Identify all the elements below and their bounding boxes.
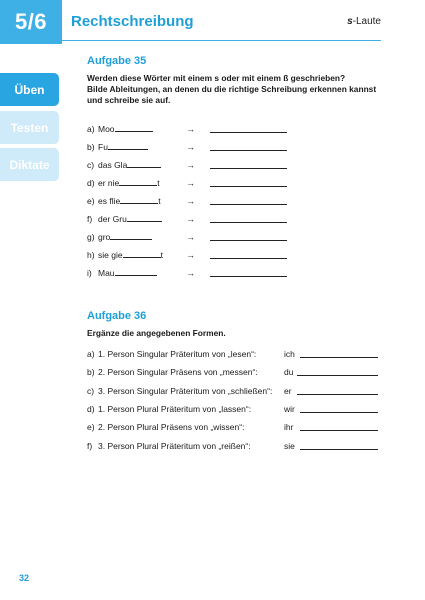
answer-line[interactable] <box>210 222 287 223</box>
task-35-instruction <box>87 73 377 106</box>
pronoun-label: ihr <box>284 422 294 432</box>
topic-label <box>347 16 381 27</box>
arrow-icon: → <box>186 214 195 224</box>
task-36-item <box>87 403 251 415</box>
task-36-instruction: Ergänze die angegebenen Formen. <box>87 328 226 338</box>
answer-line[interactable] <box>297 394 378 395</box>
fill-blank[interactable] <box>119 177 160 188</box>
item-letter: e) <box>87 422 95 432</box>
chapter-title: Rechtschreibung <box>71 13 194 30</box>
grade-badge: 5/6 <box>0 0 62 44</box>
form-prompt: 2. Person Singular Präsens von „messen“: <box>98 367 258 377</box>
fill-blank[interactable] <box>127 213 162 222</box>
arrow-icon: → <box>186 250 195 260</box>
item-letter: b) <box>87 367 95 377</box>
task-36-item <box>87 421 244 433</box>
item-letter: g) <box>87 232 95 242</box>
form-prompt: 2. Person Plural Präsens von „wissen“: <box>98 422 245 432</box>
item-letter: a) <box>87 349 95 359</box>
instruction-line-2: Bilde Ableitungen, an denen du die richtige Schreibung erkennen kannst <box>87 84 377 94</box>
pronoun-label: du <box>284 367 294 377</box>
pronoun-label: sie <box>284 441 295 451</box>
answer-line[interactable] <box>297 375 378 376</box>
topic-rest: -Laute <box>352 16 381 27</box>
task-36-item <box>87 348 256 360</box>
task-35-item <box>87 195 161 207</box>
word-ending: t <box>157 178 160 188</box>
instruction-line-3: und schreibe sie auf. <box>87 95 171 105</box>
fill-blank[interactable] <box>123 249 161 258</box>
word-stem: Mau <box>98 268 115 278</box>
word-stem: Moo <box>98 124 115 134</box>
arrow-icon: → <box>186 178 195 188</box>
answer-line[interactable] <box>210 276 287 277</box>
arrow-icon: → <box>186 160 195 170</box>
topic-prefix: s <box>347 16 353 27</box>
arrow-icon: → <box>186 142 195 152</box>
task-35-item <box>87 213 162 225</box>
fill-blank[interactable] <box>115 267 157 276</box>
word-stem: das Gla <box>98 160 128 170</box>
form-prompt: 3. Person Plural Präteritum von „reißen“: <box>98 441 251 451</box>
word-stem: Fu <box>98 142 108 152</box>
arrow-icon: → <box>186 232 195 242</box>
fill-blank[interactable] <box>120 195 161 206</box>
word-stem: sie gie <box>98 250 123 260</box>
answer-line[interactable] <box>210 150 287 151</box>
word-stem: er nie <box>98 178 120 188</box>
task-35-title: Aufgabe 35 <box>87 55 147 67</box>
tab-ueben[interactable]: Üben <box>0 73 59 106</box>
task-36-item <box>87 440 251 452</box>
word-stem: gro <box>98 232 111 242</box>
word-stem: der Gru <box>98 214 127 224</box>
item-letter: h) <box>87 250 95 260</box>
word-stem: es flie <box>98 196 121 206</box>
pronoun-label: er <box>284 386 292 396</box>
fill-blank[interactable] <box>108 141 148 150</box>
task-35-item <box>87 267 157 279</box>
word-ending: t <box>160 250 163 260</box>
answer-line[interactable] <box>210 168 287 169</box>
item-letter: i) <box>87 268 92 278</box>
page-number: 32 <box>19 573 30 583</box>
item-letter: f) <box>87 214 93 224</box>
header-divider <box>62 40 381 41</box>
item-letter: b) <box>87 142 95 152</box>
instruction-line-1: Werden diese Wörter mit einem s oder mit einem ß geschrieben? <box>87 73 346 83</box>
fill-blank[interactable] <box>127 159 161 168</box>
tab-testen[interactable]: Testen <box>0 111 59 144</box>
answer-line[interactable] <box>210 240 287 241</box>
answer-line[interactable] <box>210 204 287 205</box>
arrow-icon: → <box>186 268 195 278</box>
task-35-item <box>87 123 153 135</box>
task-36-title: Aufgabe 36 <box>87 310 147 322</box>
item-letter: d) <box>87 178 95 188</box>
form-prompt: 1. Person Singular Präteritum von „lesen“: <box>98 349 257 359</box>
item-letter: d) <box>87 404 95 414</box>
arrow-icon: → <box>186 196 195 206</box>
answer-line[interactable] <box>300 430 378 431</box>
item-letter: c) <box>87 386 95 396</box>
answer-line[interactable] <box>300 357 378 358</box>
answer-line[interactable] <box>210 258 287 259</box>
task-35-item <box>87 159 161 171</box>
form-prompt: 1. Person Plural Präteritum von „lassen“: <box>98 404 252 414</box>
answer-line[interactable] <box>210 132 287 133</box>
answer-line[interactable] <box>300 412 378 413</box>
pronoun-label: wir <box>284 404 295 414</box>
tab-diktate[interactable]: Diktate <box>0 148 59 181</box>
item-letter: c) <box>87 160 95 170</box>
task-35-item <box>87 141 148 153</box>
fill-blank[interactable] <box>110 231 152 240</box>
item-letter: e) <box>87 196 95 206</box>
form-prompt: 3. Person Singular Präteritum von „schließen“: <box>98 386 273 396</box>
task-35-item <box>87 177 160 189</box>
fill-blank[interactable] <box>115 123 153 132</box>
task-35-item <box>87 231 152 243</box>
arrow-icon: → <box>186 124 195 134</box>
task-36-item <box>87 385 272 397</box>
answer-line[interactable] <box>300 449 378 450</box>
task-35-item <box>87 249 163 261</box>
item-letter: f) <box>87 441 93 451</box>
item-letter: a) <box>87 124 95 134</box>
word-ending: t <box>158 196 161 206</box>
answer-line[interactable] <box>210 186 287 187</box>
task-36-item <box>87 366 258 378</box>
pronoun-label: ich <box>284 349 295 359</box>
